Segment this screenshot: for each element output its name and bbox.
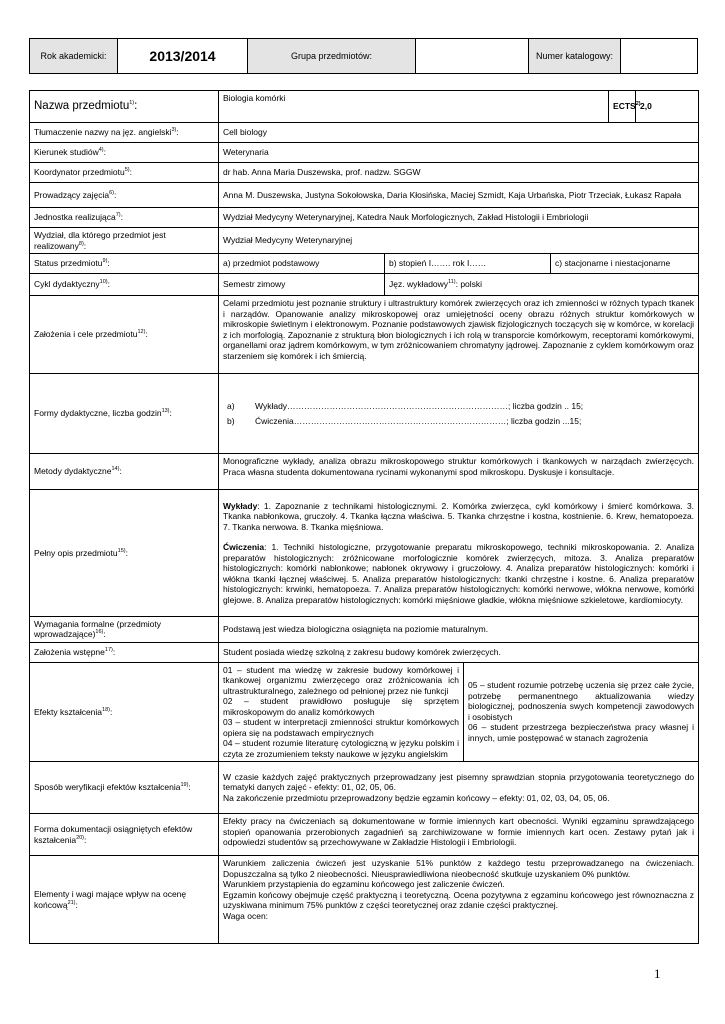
efekty-label: Efekty kształcenia$^{18)}$: — [30, 662, 219, 762]
row-prowadzacy — [30, 183, 699, 208]
forma-value: Efekty pracy na ćwiczeniach są dokumentowane w formie imiennych kart obecności. Wyniki egzaminu sprawdzającego stopień opanowania przerobionych zagadnień są zarchiwizowane w formie imiennych kart ocen. Zestawy pytań jak i odpowiedzi studentów są przechowywane w Zakładzie Histologii i Embriologii. — [219, 814, 699, 856]
forma-label: Forma dokumentacji osiągniętych efektów kształcenia$^{20)}$: — [30, 814, 219, 856]
wydz-label: Wydział, dla którego przedmiot jest realizowany$^{8)}$: — [30, 228, 219, 254]
tlum-label: Tłumaczenie nazwy na jęz. angielski$^{3)}$: — [30, 123, 219, 143]
row-efekty — [30, 662, 699, 762]
formy-a: Wykłady……………………………………………………………………; liczba godzin .. 15; — [255, 401, 584, 411]
pelny-label: Pełny opis przedmiotu$^{15)}$: — [30, 490, 219, 617]
zal-value: Celami przedmiotu jest poznanie struktury i ultrastruktury komórek zwierzęcych oraz ich zmienności w różnych typach tkanek i narządów. Opanowanie analizy mikroskopowej oraz umiejętności oceny obrazu różnych struktur komórkowych w mikroskopie świetlnym i elektronowym. Poznanie podstawowych zjawisk fizjologicznych toczących się w komórce, w korelacji z ich morfologią. Zapoznanie z strukturą błon biologicznych i ich rolą w transporcie komórkowym, receptorami komórkowymi, organellami oraz jądrem komórkowym, w tym zróżnicowaniem chromatyny jądrowej. Zapoznanie z cyklem komórkowym oraz starzeniem się komórek i ich śmiercią. — [219, 296, 699, 374]
row-formy — [30, 374, 699, 454]
wydz-value: Wydział Medycyny Weterynaryjnej — [219, 228, 699, 254]
row-jednostka — [30, 208, 699, 228]
jez-cell: Jęz. wykładowy$^{11)}$: polski — [385, 274, 699, 296]
tlum-value: Cell biology — [219, 123, 699, 143]
wymag-label: Wymagania formalne (przedmioty wprowadzające)$^{16)}$: — [30, 616, 219, 642]
row-sposob — [30, 762, 699, 814]
rok-value: 2013/2014 — [118, 39, 248, 73]
kier-value: Weterynaria — [219, 143, 699, 163]
efekty-left: 01 – student ma wiedzę w zakresie budowy komórkowej i tkankowej organizmu zwierzęcego oraz zróżnicowania ich ultrastrukturalnego, zależnego od pełnionej przez nie funkcji 02 – student prawidłowo posługuje się sprzętem mikroskopowym do analiz komórkowych 03 – student w interpretacji zmienności struktur komórkowych opiera się na podstawach empirycznych 04 – student rozumie literaturę cytologiczną w języku polskim i czyta ze zrozumieniem teksty naukowe w języku angielskim — [219, 662, 464, 762]
row-cykl — [30, 274, 699, 296]
nazwa-label: Nazwa przedmiotu$^{1)}$: — [30, 91, 219, 123]
grupa-label: Grupa przedmiotów: — [248, 39, 416, 73]
ects-value: 2,0 — [636, 91, 699, 123]
formy-label: Formy dydaktyczne, liczba godzin$^{13)}$: — [30, 374, 219, 454]
rok-label: Rok akademicki: — [30, 39, 118, 73]
page-number: 1 — [654, 966, 661, 981]
row-nazwa — [30, 91, 699, 123]
header-box — [29, 38, 698, 74]
zalw-label: Założenia wstępne$^{17)}$: — [30, 642, 219, 662]
row-status — [30, 254, 699, 274]
numer-label: Numer katalogowy: — [529, 39, 621, 73]
row-wymagania — [30, 616, 699, 642]
row-forma-dok — [30, 814, 699, 856]
row-pelny-opis — [30, 490, 699, 617]
prow-label: Prowadzący zajęcia$^{6)}$: — [30, 183, 219, 208]
syllabus-table — [29, 90, 699, 944]
row-tlumaczenie — [30, 123, 699, 143]
jedn-value: Wydział Medycyny Weterynaryjnej, Katedra Nauk Morfologicznych, Zakład Histologii i Embriologii — [219, 208, 699, 228]
ects-label: ECTS$^{2)}$ — [609, 91, 636, 123]
metody-label: Metody dydaktyczne$^{14)}$: — [30, 454, 219, 490]
row-wydzial — [30, 228, 699, 254]
koord-value: dr hab. Anna Maria Duszewska, prof. nadzw. SGGW — [219, 163, 699, 183]
row-zal-wstepne — [30, 642, 699, 662]
prow-value: Anna M. Duszewska, Justyna Sokołowska, Daria Kłosińska, Maciej Szmidt, Kaja Urbańska, Piotr Trzeciak, Łukasz Rapała — [219, 183, 699, 208]
numer-value — [621, 39, 697, 73]
wymag-value: Podstawą jest wiedza biologiczna osiągnięta na poziomie maturalnym. — [219, 616, 699, 642]
sposob-value: W czasie każdych zajęć praktycznych przeprowadzany jest pisemny sprawdzian stopnia przygotowania teoretycznego do tematyki danych zajęć - efekty: 01, 02, 05, 06. Na zakończenie przedmiotu przeprowadzony będzie egzamin końcowy – efekty: 01, 02, 03, 04, 05, 06. — [219, 762, 699, 814]
jedn-label: Jednostka realizująca$^{7)}$: — [30, 208, 219, 228]
row-kierunek — [30, 143, 699, 163]
elem-label: Elementy i wagi mające wpływ na ocenę końcową$^{21)}$: — [30, 856, 219, 944]
sposob-label: Sposób weryfikacji efektów kształcenia$^{19)}$: — [30, 762, 219, 814]
cykl-label: Cykl dydaktyczny$^{10)}$: — [30, 274, 219, 296]
formy-b: Ćwiczenia…………………………………………………………………; liczba godzin ...15; — [255, 415, 582, 426]
cykl-value: Semestr zimowy — [219, 274, 385, 296]
grupa-value — [416, 39, 529, 73]
pelny-value: Wykłady: 1. Zapoznanie z technikami histologicznymi. 2. Komórka zwierzęca, cykl komórkowy i śmierć komórkowa. 3. Tkanka nabłonkowa, gruczoły. 4. Tkanka łączna właściwa. 5. Tkanka chrzęstne i kostna, kostnienie. 6. Krew, hematopoeza. 7. Tkanka nerwowa. 8. Tkanka mięśniowa. Ćwiczenia: 1. Techniki histologiczne, przygotowanie preparatu mikroskopowego, techniki mikroskopowania. 2. Analiza preparatów histologicznych: zróżnicowane morfologicznie komórek zwierzęcych, mitoza. 3. Analiza preparatów histologicznych: komórki nabłonkowe; nabłonek okrywowy i gruczołowy. 4. Analiza preparatów histologicznych: komórki i włókna tkanki łącznej właściwej. 5. Analiza preparatów histologicznych: tkanki chrzęstne i kostne. 6. Analiza preparatów histologicznych: krwinki, hematopoeza. 7. Analiza preparatów histologicznych: komórki nerwowe, włókna nerwowe, komórki glejowe. 8. Analiza preparatów histologicznych: komórki mięśniowe gładkie, włókna mięśniowe szkieletowe, kardiomiocyty. — [219, 490, 699, 617]
koord-label: Koordynator przedmiotu$^{5)}$: — [30, 163, 219, 183]
row-koordynator — [30, 163, 699, 183]
status-label: Status przedmiotu$^{9)}$: — [30, 254, 219, 274]
status-c: c) stacjonarne i niestacjonarne — [551, 254, 699, 274]
formy-value: a) Wykłady……………………………………………………………………; liczba godzin .. 15; b) Ćwiczenia…………………………………………………………………; liczba godzin ...15; — [219, 374, 699, 454]
nazwa-value: Biologia komórki — [219, 91, 609, 123]
row-metody — [30, 454, 699, 490]
status-a: a) przedmiot podstawowy — [219, 254, 385, 274]
elem-value: Warunkiem zaliczenia ćwiczeń jest uzyskanie 51% punktów z każdego testu przeprowadzanego na ćwiczeniach. Dopuszczalna są tylko 2 nieobecności. Nieusprawiedliwiona nieobecność skutkuje uzyskaniem 0% punktów. Warunkiem przystąpienia do egzaminu końcowego jest zaliczenie ćwiczeń. Egzamin końcowy obejmuje część praktyczną i teoretyczną. Ocena pozytywna z egzaminu końcowego jest równoznaczna z uzyskiwana minimum 75% punktów z części teoretycznej oraz zdanie części praktycznej. Waga ocen: — [219, 856, 699, 944]
efekty-right: 05 – student rozumie potrzebę uczenia się przez całe życie, potrzebę permanentnego aktualizowania wiedzy biologicznej, podnoszenia swych kompetencji zawodowych i osobistych 06 – student przestrzega bezpieczeństwa pracy własnej i innych, umie postępować w stanach zagrożenia — [464, 662, 699, 762]
zal-label: Założenia i cele przedmiotu$^{12)}$: — [30, 296, 219, 374]
row-zalozenia — [30, 296, 699, 374]
status-b: b) stopień I……. rok I…… — [385, 254, 551, 274]
metody-value: Monograficzne wykłady, analiza obrazu mikroskopowego struktur komórkowych i tkankowych w narządach zwierzęcych. Praca własna studenta dokumentowana rycinami wykonanymi spod mikroskopu. Dyskusje i konsultacje. — [219, 454, 699, 490]
zalw-value: Student posiada wiedzę szkolną z zakresu budowy komórek zwierzęcych. — [219, 642, 699, 662]
kier-label: Kierunek studiów$^{4)}$: — [30, 143, 219, 163]
row-elementy — [30, 856, 699, 944]
